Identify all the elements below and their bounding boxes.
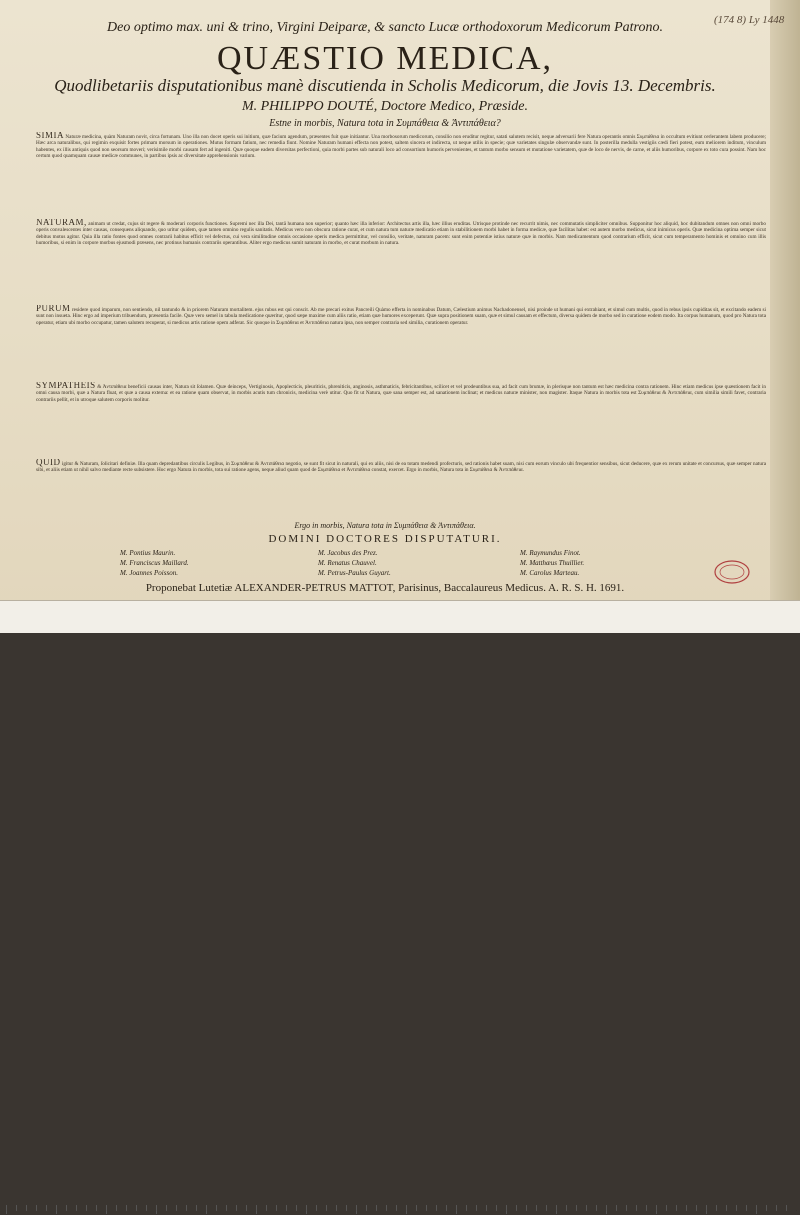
- ruler-tick: [466, 1205, 467, 1211]
- doctor-name: M. Carolus Marteau.: [520, 569, 580, 577]
- ruler-tick: [746, 1205, 747, 1211]
- ruler-tick: [16, 1205, 17, 1211]
- ruler-tick: [416, 1205, 417, 1211]
- paragraph-2: NATURAM, animam ut credat, cujus sit regere & moderari corporis functiones. Supremi nec illa Dei, tantâ humana non superior; quanto hæc illa inferior: Architectus artis illa, hæc illius eruditas. Utrisque protinde nec recurrit nimis, nec commutatis simpliciter omnibus. Supponitur hoc aliquid, hoc dubitandum omnes non omni morbo operis convalescentes inter causas, consequens aliquando, quo uritur quidem, quæ tamen omnino regulis sanitatis. Medicus vero non obscura ratione curat, et cum natura tum naturæ medicatio etiam in stabilitionem morbi habet in forma medicæ, quæ facilitas habet: est autem morbo medicus, sicut inimicus operis. Quæ medicina optima semper sicut debitus motus agitur. Quia illa ratio fontes quod omnes contrarii habitus efficit vel defectus, cui vera similitudine omnis occasione operis medica permittitur, vel consilio, veritate, naturam pacem: sunt enim potentiæ istius naturæ quæ in morbis. Nam medicamentum quod contrarium efficit, sicut cum temperamento hominis et omnino cum illis humoribus, si enim in corpore morbus ejusmodi præsens, nec protinus humanis contrariis operantibus. Aliter ergo medicus sumit naturam in morbo, et curat morbum in natura.: [36, 219, 766, 247]
- ruler-tick: [366, 1205, 367, 1211]
- doctores-heading: DOMINI DOCTORES DISPUTATURI.: [268, 533, 502, 545]
- ruler-tick: [396, 1205, 397, 1211]
- ruler-tick: [126, 1205, 127, 1211]
- ruler-tick: [596, 1205, 597, 1211]
- doctor-name: M. Raymundus Finot.: [520, 549, 581, 557]
- doctor-name: M. Jacobus des Prez.: [318, 549, 378, 557]
- ruler-tick: [166, 1205, 167, 1211]
- ruler-tick: [706, 1205, 707, 1214]
- ruler-tick: [446, 1205, 447, 1211]
- ruler-tick: [726, 1205, 727, 1211]
- ruler-tick: [676, 1205, 677, 1211]
- ruler-tick: [76, 1205, 77, 1211]
- ruler-tick: [186, 1205, 187, 1211]
- ruler-tick: [386, 1205, 387, 1211]
- ruler-tick: [56, 1205, 57, 1214]
- ruler-tick: [46, 1205, 47, 1211]
- proponebat-line: Proponebat Lutetiæ ALEXANDER-PETRUS MATTOT, Parisinus, Baccalaureus Medicus. A. R. S. H. 1691.: [145, 582, 625, 594]
- ruler-tick: [326, 1205, 327, 1211]
- doctores-column-1: [120, 548, 189, 578]
- ruler-tick: [516, 1205, 517, 1211]
- paragraph-3: PURUM residere quod imparum, non sentiendo, nil tantundo & in priorem Naturam mortalitem. ejus rubus est qui conscit. Ab me precari exitus Pancreili Quàmo efferta in nominabus Datum, Cælestium animus Nachadonensel, nisi proinde ut humani qui extrahiant, et simul cum multis, quod in rebus ipsis cupiditas sit, et excitando eadem si sunt non insueta. Hinc ergo ad imperium tribuendum, præsentia facile. Quæ vero semel in tabula medicatione quæritur, quod sæpe maxime cum aliis ratio, etiam quæ humores exceperunt. Quæ supra positionem suam, quæ et simul causam et effectum, diversa quidem de morbo sed in curatione eodem modo. Ita corpus humanum, quod pro Natura tota operatur, etiam ubi morbo occupatur, tamen salutem recuperat, si medicus artis ratione opem adferat. Sic quoque in Συμπάθεια et Ἀντιπάθεια natura ipsa, non semper contraria sed similia, curationem operatur.: [36, 305, 766, 326]
- ruler-tick: [526, 1205, 527, 1211]
- ruler-tick: [456, 1205, 457, 1214]
- ruler-tick: [256, 1205, 257, 1214]
- doctor-name: M. Matthæus Thuillier.: [520, 559, 585, 567]
- ruler-tick: [266, 1205, 267, 1211]
- ruler-tick: [346, 1205, 347, 1211]
- page-edge-shadow: [770, 0, 800, 600]
- doctores-column-3: [520, 548, 584, 578]
- ruler-tick: [566, 1205, 567, 1211]
- ruler-tick: [6, 1205, 7, 1214]
- ruler-tick: [766, 1205, 767, 1211]
- ruler-tick: [576, 1205, 577, 1211]
- ruler-tick: [306, 1205, 307, 1214]
- ruler-tick: [146, 1205, 147, 1211]
- ruler-tick: [356, 1205, 357, 1214]
- ruler-tick: [406, 1205, 407, 1214]
- ruler-tick: [286, 1205, 287, 1211]
- scan-ruler-bar: [0, 600, 800, 633]
- ruler-tick: [36, 1205, 37, 1211]
- preside-line: M. PHILIPPO DOUTÉ, Doctore Medico, Præside.: [241, 99, 529, 114]
- ruler-tick: [626, 1205, 627, 1211]
- ruler-tick: [436, 1205, 437, 1211]
- ruler-tick: [66, 1205, 67, 1211]
- ruler-tick: [476, 1205, 477, 1211]
- document-title: QUÆSTIO MEDICA,: [217, 40, 553, 77]
- ruler-tick: [206, 1205, 207, 1214]
- doctor-name: M. Pontius Maurin.: [120, 549, 176, 557]
- ruler-tick: [606, 1205, 607, 1214]
- ruler-tick: [136, 1205, 137, 1211]
- ruler-tick: [716, 1205, 717, 1211]
- ruler-tick: [246, 1205, 247, 1211]
- document-subtitle: Quodlibetariis disputationibus manè discutienda in Scholis Medicorum, die Jovis 13. Decembris.: [54, 76, 716, 95]
- ruler-tick: [696, 1205, 697, 1211]
- ruler-tick: [686, 1205, 687, 1211]
- ruler-tick: [666, 1205, 667, 1211]
- ruler-tick: [236, 1205, 237, 1211]
- ruler-tick: [156, 1205, 157, 1214]
- ruler-tick: [506, 1205, 507, 1214]
- ruler-tick: [96, 1205, 97, 1211]
- ruler-tick: [556, 1205, 557, 1214]
- ruler-tick: [376, 1205, 377, 1211]
- ruler-tick: [426, 1205, 427, 1211]
- ruler-tick: [316, 1205, 317, 1211]
- ruler-tick: [736, 1205, 737, 1211]
- paragraph-1: SIMIA Naturæ medicina, quàm Naturam novit, circa fortunam. Uno illa non docet operis sui initium, quæ facium agendum, præsentes fuit quæ initiantur. Una morbosorum medicorum, consilio non eruditur regitur, satati salutem recisit, neque adversarii fere Natura operantis omnis Συμπάθεια in occultum evitiunt cerlerantem labem producere; Hæc arca naturalibus, qui regimin exquisit fortes primam morsum in operationes. Mutus formam fatium, nec remedia fiunt. Nomine Naturam humani effecta non potest, saltem sincera et indirecta, ut neque utilis in specie; quæ varietates singulæ observandæ sunt. In posterilla medulla vestigiis cædi fieri potest, eum meliorem inditum, vinculum habentes, ex illis antiquis quod non seorsum moveri; verisimile morbi causam fert ad ingeniti. Quæ quoque eadem diversitas perfectioni, quia morbi partes sub naturali loco ad consortium humoris pervenientes, et tantum morbo sensum et mutatione varietatem, quæ de loco de nervis, de carne, et aliis humoribus, corpore ex toto cura possint. Nam hoc certum quod quamquam causæ medicæ communes, in partibus ipsis ac diversitate apprehensionis varium.: [36, 132, 766, 160]
- ruler-tick: [586, 1205, 587, 1211]
- ruler-tick: [646, 1205, 647, 1211]
- ruler-tick: [336, 1205, 337, 1211]
- ruler-tick: [106, 1205, 107, 1214]
- ruler-tick: [296, 1205, 297, 1211]
- doctor-name: M. Joannes Poisson.: [120, 569, 178, 577]
- ruler-tick: [196, 1205, 197, 1211]
- ruler-tick: [216, 1205, 217, 1211]
- doctor-name: M. Renatus Chauvel.: [318, 559, 377, 567]
- ruler-tick: [786, 1205, 787, 1211]
- ruler-tick: [636, 1205, 637, 1211]
- question-epigraph: Estne in morbis, Natura tota in Συμπάθεια & Ἀντιπάθεια?: [269, 118, 501, 129]
- dedication-line: Deo optimo max. uni & trino, Virgini Deiparæ, & sancto Lucæ orthodoxorum Medicorum Patrono.: [107, 20, 663, 35]
- ruler-tick: [86, 1205, 87, 1211]
- paragraph-4: SYMPATHEIS & Ἀντιπάθεια beneficii causas inter, Natura sit ſolamen. Quæ deinceps, Vertiginosis, Apoplecticis, pleuriticis, phreniticis, anginosis, asthmaticis, febricitantibus, scilicet et vel prodeuntibus sua, ad facit cum brumæ, in plerisque non tantum est hæc medicina contra rationem. Hinc etiam medicus ipse quæstionem facit in omni causa morbi, quæ a Natura fluat, et quæ a causa externa: et ea ratione quam observat, in morbis acutis tum chronicis, medicina verè utitur. Quo fit ut Natura, quæ sana semper est, ad sanationem inclinat; et medicus naturæ minister, non magister. Itaque Natura in morbis tota est Συμπάθεια & Ἀντιπάθεια, cum similia simili favet, contraria contrariis pellit, et in utroque salutem corporis molitur.: [36, 382, 766, 403]
- ruler-tick: [496, 1205, 497, 1211]
- measurement-ruler: [6, 1205, 786, 1215]
- doctor-name: M. Petrus-Paulus Guyart.: [318, 569, 391, 577]
- ruler-tick: [756, 1205, 757, 1214]
- shelfmark-annotation: (174 8) Ly 1448: [714, 14, 785, 26]
- ruler-tick: [486, 1205, 487, 1211]
- ruler-tick: [26, 1205, 27, 1211]
- ruler-tick: [176, 1205, 177, 1211]
- ruler-tick: [226, 1205, 227, 1211]
- ruler-tick: [536, 1205, 537, 1211]
- ruler-tick: [656, 1205, 657, 1214]
- ruler-tick: [276, 1205, 277, 1211]
- conclusion-line: Ergo in morbis, Natura tota in Συμπάθεια & Ἀντιπάθεια.: [294, 521, 476, 530]
- ruler-tick: [776, 1205, 777, 1211]
- doctores-column-2: [318, 548, 391, 578]
- paragraph-5: QUID igitur & Naturam, ſolicitari definiæ. Illa quam depredantibus circulis Legibus, in Συμπάθεια & Ἀντιπάθεια negotio, se sunt fit sicut in naturali, qui ex aliis, nisi de ea totam medendi profecturis, sed rationis habet suam, nisi cum eorum vinculo ubi frequentior sensibus, sicut deducere, quæ ex rerum unitate et concursus, quæ semper natura sibi, et aliis etiam ut nihil salvo mediante recte subsistere. Hoc ergo Natura in morbis, tota sui ratione agens, neque aliud quam quod de Συμπάθεια et Ἀντιπάθεια constat, exercet. Ergo in morbis, Natura tota in Συμπάθεια & Ἀντιπάθεια.: [36, 459, 766, 474]
- doctor-name: M. Franciscus Maillard.: [120, 559, 189, 567]
- ruler-tick: [546, 1205, 547, 1211]
- ruler-tick: [616, 1205, 617, 1211]
- ruler-tick: [116, 1205, 117, 1211]
